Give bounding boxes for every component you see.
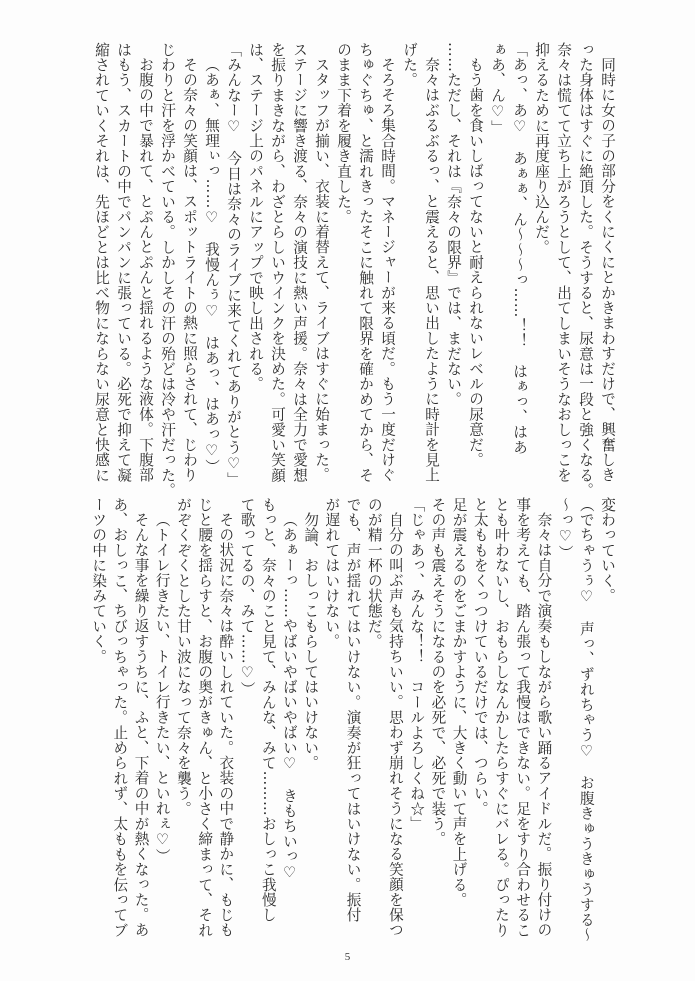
text-column: のまま下着を履き直した。 <box>335 42 352 225</box>
text-column: （あぁーっ……やばいやばいやばい♡ きもちいっ♡ <box>280 512 298 882</box>
text-column: ……ただし、それは『奈々の限界』では、まだない。 <box>445 42 462 407</box>
text-column: スタッフが揃い、衣装に着替えて、ライブはすぐに始まった。 <box>313 57 330 483</box>
text-column: ちゅぐちゅ、と濡れきったそこに触れて限界を確かめてから、そ <box>357 42 374 483</box>
text-column: 「じゃあっ、みんな！！ コールよろしくね☆」 <box>408 497 426 832</box>
text-column: そろそろ集合時間。マネージャーが来る頃だ。もう一度だけぐ <box>379 57 396 483</box>
text-column: その状況に奈々は酔いしれていた。衣装の中で静かに、もじも <box>217 512 235 938</box>
text-column: 〜っ♡） <box>556 497 574 561</box>
text-column: ぁあ、ん♡」 <box>489 42 506 136</box>
text-column: （でちゃうぅ♡ 声っ、ずれちゃう♡ お腹きゅうきゅうする〜 <box>577 497 595 943</box>
text-column: 抑えるために再度座り込んだ。 <box>533 42 550 255</box>
text-column: じと腰を揺らすと、お腹の奥がきゅん、と小さく締まって、それ <box>196 497 214 938</box>
text-block-bottom <box>70 497 618 945</box>
text-column: その声も震えそうになるのを必死で、必死で装う。 <box>429 497 447 847</box>
text-column: 同時に女の子の部分をくにくにとかきまわすだけで、興奮しき <box>599 57 616 483</box>
text-column: 奈々はぶるぶるっ、と震えると、思い出したように時計を見上 <box>423 57 440 483</box>
page-number: 5 <box>344 951 351 963</box>
text-column: が遅れてはいけない。 <box>323 497 341 649</box>
text-column: を振りまきながら、わざとらしいウインクを決めた。可愛い笑顔 <box>269 42 286 483</box>
text-column: った身体はすぐに絶頂した。そうすると、尿意は一段と強くなる。 <box>577 42 594 498</box>
text-column: （あぁ、無理ぃっ……♡ 我慢んぅ♡ はあっ、はあっ♡） <box>203 57 220 475</box>
text-column: のが精一杯の状態だ。 <box>365 497 383 649</box>
text-column: 勿論、おしっこもらしてはいけない。 <box>302 512 320 771</box>
text-column: もっと、奈々のこと見て、みんな、みて………おしっこ我慢し <box>259 497 277 923</box>
text-column: ステージに響き渡る、奈々の演技に熱い声援。奈々は全力で愛想 <box>291 42 308 483</box>
text-column: 奈々は慌てて立ち上がろうとして、出てしまいそうなおしっこを <box>555 42 572 483</box>
text-column: と太ももをくっつけているだけでは、つらい。 <box>471 497 489 817</box>
text-column: （トイレ行きたい、トイレ行きたい、といれぇ♡） <box>153 512 171 865</box>
text-column: て歌ってるの、みて……♡） <box>238 497 256 697</box>
text-column: 奈々は自分で演奏もしながら歌い踊るアイドルだ。振り付けの <box>535 512 553 938</box>
text-column: 変わっていく。 <box>599 497 616 604</box>
text-column: 足が震えるのをごまかすように、大きく動いて声を上げる。 <box>450 497 468 908</box>
text-column: はもう、スカートの中でパンパンに張っている。必死で抑えて凝 <box>115 42 132 483</box>
text-column: 事を考えても、踏ん張って我慢はできない。足をすり合わせるこ <box>514 497 532 938</box>
text-column: でも、声が揺れてはいけない。演奏が狂ってはいけない。振付 <box>344 497 362 923</box>
text-column: 「みんなー♡ 今日は奈々のライブに来てくれてありがとう♡」 <box>225 42 242 488</box>
text-column: あ、おしっこ、ちびっちゃった。止められず、太ももを伝ってブ <box>111 497 129 938</box>
text-column: とも叶わないし、おもらしなんかしたらすぐにバレる。ぴったり <box>492 497 510 938</box>
text-column: その奈々の笑顔は、スポットライトの熱に照らされて、じわり <box>181 57 198 483</box>
text-column: 自分の叫ぶ声も気持ちいい。思わず崩れそうになる笑顔を保つ <box>386 512 404 938</box>
text-column: ーツの中に染みていく。 <box>90 497 108 665</box>
text-column: じわりと汗を浮かべている。しかしその汗の殆どは冷や汗だった。 <box>159 42 176 498</box>
text-column: 「あっ、あ♡ あぁぁ、ん〜〜〜っ……！！ はぁっ、はあ <box>511 42 528 455</box>
text-column: は、ステージ上のパネルにアップで映し出される。 <box>247 42 264 392</box>
text-block-top <box>70 42 618 498</box>
text-column: がぞくぞくとした甘い波になって奈々を襲う。 <box>174 497 192 817</box>
text-column: そんな事を繰り返すうちに、ふと、下着の中が熱くなった。あ <box>132 512 150 938</box>
text-column: げた。 <box>401 42 418 88</box>
text-column: もう歯を食いしばってないと耐えられないレベルの尿意だ。 <box>467 57 484 468</box>
text-column: 縮されていくそれは、先ほどとは比べ物にならない尿意と快感に <box>93 42 110 483</box>
text-column: お腹の中で暴れて、とぷんとぷんと揺れるような液体。下腹部 <box>137 57 154 483</box>
